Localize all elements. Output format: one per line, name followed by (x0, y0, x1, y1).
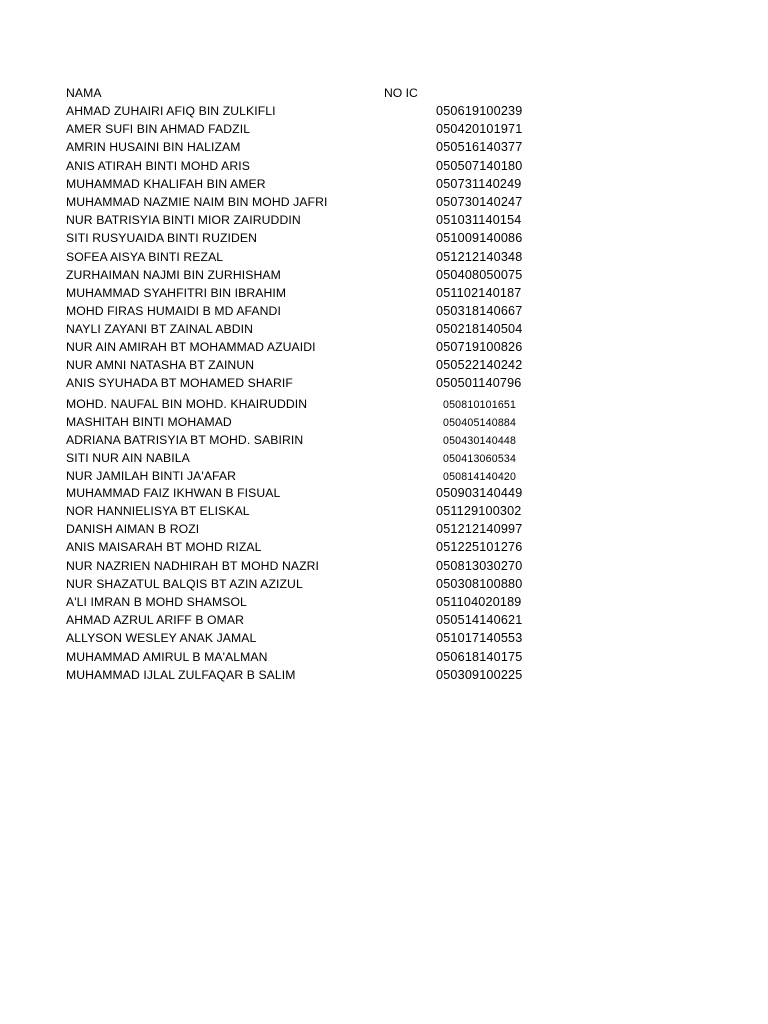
table-row (0, 356, 768, 374)
ic-number-cell: 050903140449 (436, 486, 523, 500)
student-name-cell: ALLYSON WESLEY ANAK JAMAL (66, 631, 257, 645)
ic-number-cell: 050318140667 (436, 304, 523, 318)
ic-number-cell: 050413060534 (443, 453, 517, 465)
ic-number-cell: 050218140504 (436, 322, 523, 336)
ic-number-cell: 051031140154 (436, 213, 522, 227)
table-row (0, 302, 768, 320)
table-row (0, 320, 768, 338)
ic-number-cell: 051102140187 (436, 286, 522, 300)
ic-number-cell: 050514140621 (436, 613, 523, 627)
table-row (0, 629, 768, 647)
ic-number-cell: 050814140420 (443, 471, 517, 483)
student-name-cell: MUHAMMAD NAZMIE NAIM BIN MOHD JAFRI (66, 195, 328, 209)
student-name-cell: MUHAMMAD IJLAL ZULFAQAR B SALIM (66, 668, 296, 682)
student-name-cell: AHMAD AZRUL ARIFF B OMAR (66, 613, 245, 627)
student-name-cell: ANIS SYUHADA BT MOHAMED SHARIF (66, 376, 293, 390)
ic-number-cell: 050719100826 (436, 340, 523, 354)
student-name-cell: NUR BATRISYIA BINTI MIOR ZAIRUDDIN (66, 213, 301, 227)
student-name-cell: ANIS MAISARAH BT MOHD RIZAL (66, 540, 262, 554)
table-row (0, 374, 768, 392)
table-row (0, 611, 768, 629)
table-row (0, 520, 768, 538)
student-name-cell: SITI RUSYUAIDA BINTI RUZIDEN (66, 231, 258, 245)
student-name-cell: MUHAMMAD KHALIFAH BIN AMER (66, 177, 266, 191)
student-name-cell: ANIS ATIRAH BINTI MOHD ARIS (66, 159, 250, 173)
ic-number-cell: 051212140348 (436, 250, 523, 264)
student-name-cell: MUHAMMAD SYAHFITRI BIN IBRAHIM (66, 286, 287, 300)
student-name-cell: NAYLI ZAYANI BT ZAINAL ABDIN (66, 322, 254, 336)
ic-number-cell: 050810101651 (443, 399, 517, 411)
table-row (0, 648, 768, 666)
table-row (0, 284, 768, 302)
ic-number-cell: 050405140884 (443, 417, 517, 429)
table-row (0, 211, 768, 229)
table-row (0, 102, 768, 120)
table-row (0, 193, 768, 211)
table-row (0, 431, 768, 449)
student-name-cell: AMRIN HUSAINI BIN HALIZAM (66, 140, 241, 154)
student-name-cell: SITI NUR AIN NABILA (66, 451, 190, 465)
ic-number-cell: 051104020189 (436, 595, 522, 609)
student-name-cell: NUR AIN AMIRAH BT MOHAMMAD AZUAIDI (66, 340, 316, 354)
student-name-cell: AHMAD ZUHAIRI AFIQ BIN ZULKIFLI (66, 104, 276, 118)
table-row (0, 557, 768, 575)
ic-number-cell: 051225101276 (436, 540, 523, 554)
table-row (0, 157, 768, 175)
table-row (0, 502, 768, 520)
ic-number-cell: 050501140796 (436, 376, 522, 390)
table-row (0, 413, 768, 431)
table-row (0, 120, 768, 138)
ic-number-cell: 050507140180 (436, 159, 523, 173)
column-header-nama: NAMA (66, 86, 102, 100)
ic-number-cell: 050516140377 (436, 140, 523, 154)
table-row (0, 395, 768, 413)
ic-number-cell: 051129100302 (436, 504, 522, 518)
ic-number-cell: 050408050075 (436, 268, 523, 282)
student-name-cell: NUR SHAZATUL BALQIS BT AZIN AZIZUL (66, 577, 303, 591)
student-name-cell: AMER SUFI BIN AHMAD FADZIL (66, 122, 251, 136)
student-name-cell: MOHD FIRAS HUMAIDI B MD AFANDI (66, 304, 281, 318)
student-name-cell: ZURHAIMAN NAJMI BIN ZURHISHAM (66, 268, 281, 282)
ic-number-cell: 050309100225 (436, 668, 523, 682)
table-row (0, 666, 768, 684)
table-row (0, 467, 768, 485)
table-row (0, 175, 768, 193)
student-name-cell: NUR JAMILAH BINTI JA'AFAR (66, 469, 237, 483)
column-header-no-ic: NO IC (384, 86, 418, 100)
ic-number-cell: 051017140553 (436, 631, 523, 645)
ic-number-cell: 050730140247 (436, 195, 523, 209)
table-row (0, 266, 768, 284)
ic-number-cell: 051212140997 (436, 522, 523, 536)
student-name-cell: NUR AMNI NATASHA BT ZAINUN (66, 358, 255, 372)
student-name-cell: NOR HANNIELISYA BT ELISKAL (66, 504, 250, 518)
student-name-cell: DANISH AIMAN B ROZI (66, 522, 200, 536)
student-name-cell: MUHAMMAD AMIRUL B MA'ALMAN (66, 650, 268, 664)
ic-number-cell: 050430140448 (443, 435, 517, 447)
ic-number-cell: 050420101971 (436, 122, 523, 136)
student-name-cell: MOHD. NAUFAL BIN MOHD. KHAIRUDDIN (66, 397, 308, 411)
table-row (0, 229, 768, 247)
ic-number-cell: 050619100239 (436, 104, 523, 118)
ic-number-cell: 050731140249 (436, 177, 522, 191)
student-name-cell: SOFEA AISYA BINTI REZAL (66, 250, 224, 264)
table-header-row (0, 84, 768, 102)
table-row (0, 338, 768, 356)
table-row (0, 248, 768, 266)
student-name-cell: MUHAMMAD FAIZ IKHWAN B FISUAL (66, 486, 281, 500)
student-name-cell: ADRIANA BATRISYIA BT MOHD. SABIRIN (66, 433, 304, 447)
ic-number-cell: 050813030270 (436, 559, 523, 573)
table-row (0, 138, 768, 156)
student-name-cell: MASHITAH BINTI MOHAMAD (66, 415, 232, 429)
ic-number-cell: 051009140086 (436, 231, 523, 245)
ic-number-cell: 050308100880 (436, 577, 523, 591)
table-row (0, 484, 768, 502)
ic-number-cell: 050522140242 (436, 358, 523, 372)
table-row (0, 593, 768, 611)
student-name-cell: NUR NAZRIEN NADHIRAH BT MOHD NAZRI (66, 559, 320, 573)
student-name-cell: A'LI IMRAN B MOHD SHAMSOL (66, 595, 247, 609)
table-row (0, 449, 768, 467)
table-row (0, 575, 768, 593)
table-row (0, 538, 768, 556)
ic-number-cell: 050618140175 (436, 650, 523, 664)
